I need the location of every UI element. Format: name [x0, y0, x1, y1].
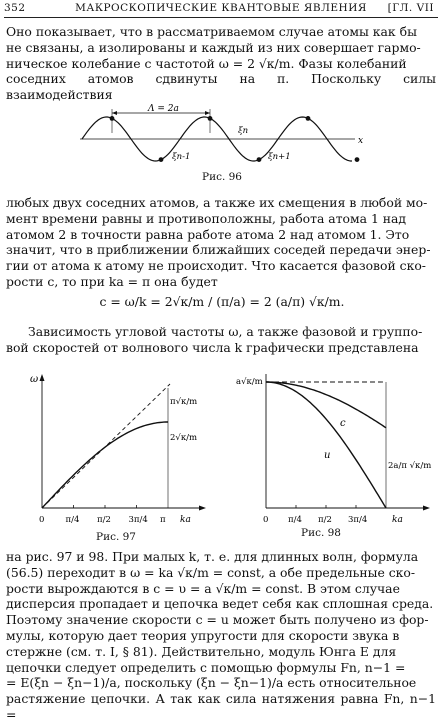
text-line: Поэтому значение скорости c = u может быть получено из фор-	[6, 612, 429, 628]
text-line: гии от атома к атому не происходит. Что касается фазовой ско-	[6, 258, 426, 274]
text-line: не связаны, а изолированы и каждый из них совершает гармо-	[6, 39, 421, 55]
dispersion-curve	[42, 422, 168, 508]
y-max-label: a√κ/m	[236, 377, 263, 387]
page-header	[4, 2, 438, 18]
atom-dot	[208, 116, 213, 121]
figure-96-caption: Рис. 96	[202, 171, 242, 183]
text-line: ническое колебание с частотой ω = 2 √κ/m. Фазы колебаний	[6, 55, 407, 71]
chapter-label: [ГЛ. VII	[387, 2, 434, 14]
text-line: мулы, которую дает теория упругости для скорости звука в	[6, 627, 400, 643]
text-line: на рис. 97 и 98. При малых k, т. е. для длинных волн, формула	[6, 549, 419, 564]
page-number: 352	[4, 2, 26, 14]
text-line: растяжение цепочки. А так как сила натяжения равна Fn, n−1 =	[6, 691, 436, 722]
xi-n-minus-1-label: ξn-1	[172, 152, 191, 162]
paragraph-1	[6, 24, 436, 103]
equation: c = ω/k = 2√κ/m / (π/a) = 2 (a/π) √κ/m.	[99, 294, 345, 309]
header-rule	[4, 17, 438, 18]
tick-label: 0	[263, 515, 269, 525]
label-lower: 2√κ/m	[170, 433, 198, 443]
atom-dot	[257, 157, 262, 162]
tick-label: π/2	[318, 515, 332, 525]
running-title: МАКРОСКОПИЧЕСКИЕ КВАНТОВЫЕ ЯВЛЕНИЯ	[75, 2, 367, 14]
text-line: цепочки следует определить с помощью формулы Fn, n−1 =	[6, 659, 406, 675]
figure-96-graphic	[60, 103, 380, 169]
xi-n-plus-1-label: ξn+1	[268, 152, 291, 162]
text-line: = E(ξn − ξn−1)/a, поскольку (ξn − ξn−1)/a есть относительное	[6, 675, 417, 691]
figure-98	[236, 370, 436, 530]
text-line: соседних атомов сдвинуты на π. Поскольку силы взаимодействия	[6, 71, 436, 103]
atom-dot	[355, 157, 360, 162]
figure-97	[28, 370, 208, 530]
label-upper: π√κ/m	[170, 397, 198, 407]
text-line: рости вырождаются в c = υ = a √κ/m = const. В этом случае	[6, 580, 400, 596]
figure-98-caption: Рис. 98	[301, 527, 341, 539]
wavelength-label: Λ = 2a	[148, 104, 179, 114]
paragraph-2	[6, 195, 436, 290]
tick-label: 3π/4	[348, 515, 368, 525]
text-line: значит, что в приближении ближайших соседей передачи энер-	[6, 242, 431, 258]
paragraph-3	[6, 324, 436, 356]
x-axis-label: ka	[392, 515, 403, 525]
right-label: 2a/π √κ/m	[388, 461, 432, 471]
text-line: любых двух соседних атомов, а также их смещения в любой мо-	[6, 195, 428, 210]
x-axis-label: ka	[180, 515, 191, 525]
atom-dot	[110, 116, 115, 121]
tick-label: π	[160, 515, 166, 525]
xi-n-label: ξn	[238, 126, 249, 136]
text-line: стержне (см. т. I, § 81). Действительно, модуль Юнга E для	[6, 643, 397, 659]
tick-label: 3π/4	[128, 515, 148, 525]
x-axis-label: x	[358, 136, 364, 146]
text-line: (56.5) переходит в ω = ka √κ/m = const, а обе предельные ско-	[6, 564, 416, 580]
curve-u-label: u	[324, 450, 331, 461]
paragraph-4	[6, 549, 436, 723]
text-line: Оно показывает, что в рассматриваемом случае атомы как бы	[6, 24, 417, 39]
text-line: дисперсия пропадает и цепочка ведет себя как сплошная среда.	[6, 596, 434, 612]
text-line: атомом 2 в точности равна работе атома 2 над атомом 1. Это	[6, 226, 410, 242]
y-axis-label: ω	[30, 374, 39, 385]
phase-velocity-curve	[266, 382, 386, 428]
curve-c-label: c	[340, 418, 346, 429]
text-line: вой скоростей от волнового числа k графически представлена	[6, 339, 419, 355]
figure-96	[60, 103, 380, 169]
figure-97-caption: Рис. 97	[96, 531, 136, 543]
atom-dot	[306, 116, 311, 121]
text-line: мент времени равны и противоположны, работа атома 1 над	[6, 210, 407, 226]
figure-98-graphic	[236, 370, 436, 530]
tick-label: π/4	[65, 515, 80, 525]
tick-label: π/4	[288, 515, 302, 525]
text-line: Зависимость угловой частоты ω, а также фазовой и группо-	[28, 324, 423, 339]
tick-label: π/2	[97, 515, 111, 525]
group-velocity-curve	[266, 382, 386, 508]
atom-dot	[159, 157, 164, 162]
text-line: рости c, то при ka = π она будет	[6, 273, 218, 289]
figure-97-graphic	[28, 370, 208, 530]
tick-label: 0	[39, 515, 45, 525]
